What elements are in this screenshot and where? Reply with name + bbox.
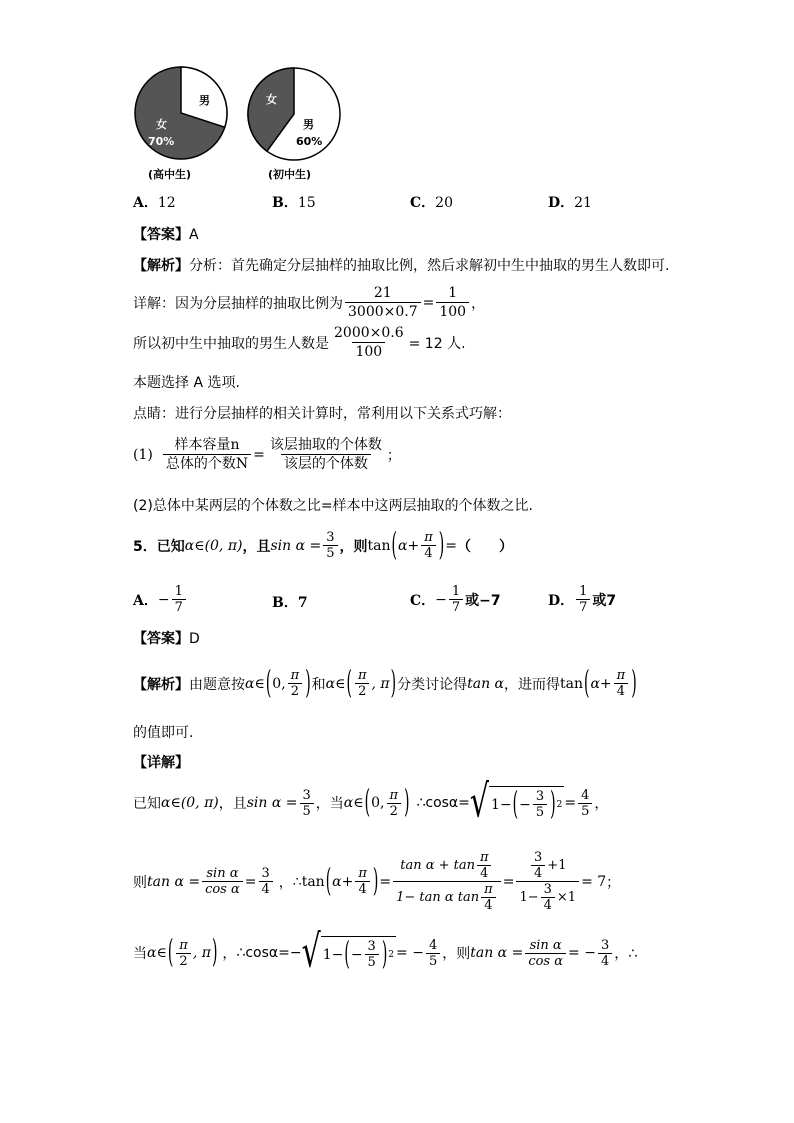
pie-right-female-label: 女 [266,93,277,106]
q5-detail-line-3: 当 α∈ ( $\frac{\pi}{2}$ , π ) ， ∴cosα=− √ 1− ( − $\frac{3}{5}$ ) 2 = − $\frac{4}{5}$ ，则 tan α = $\frac{\text{sin α}}{\text{cos α}}$ = − $\frac{3}{4}$ ，∴ [133,926,638,979]
q5-option-d: D． $\frac{1}{7}$ 或7 [548,584,617,615]
q5-option-c: C． − $\frac{1}{7}$ 或−7 [410,584,501,615]
pie-left-female-pct: 70% [148,135,175,148]
q4-option-b: B．15 [272,195,316,211]
q4-option-d: D．21 [548,195,592,211]
q5-detail-line-2: 则 tan α = $\frac{\text{sin α}}{\text{cos α}}$ = $\frac{3}{4}$ ， ∴tan ( α+ $\frac{\pi}{4}$ ) = tan α + tan $\frac{\pi}{4}$ 1− tan α tan $\frac{\pi}{4}$ = $\frac{3}{4}$ +1 1− $\frac{3}{4}$ ×1 = 7 ； [133,850,621,913]
q5-analysis: 【解析】 由题意按 α∈ ( 0, $\frac{\pi}{2}$ ) 和 α∈ ( $\frac{\pi}{2}$ , π ) 分类讨论得 tan α ，进而得 tan ( α+ $\frac{\pi}{4}$ ) [133,665,637,702]
pie-left-caption: (高中生) [148,168,192,181]
pie-left-male-label: 男 [199,94,210,107]
q5-detail-tag: 【详解】 [133,755,189,771]
pie-right-caption: (初中生) [268,168,312,181]
q5-option-b: B．7 [272,595,308,611]
q4-detail-count: 所以初中生中抽取的男生人数是 $\frac{2000\times 0.6}{100}$ = 12 人. [133,325,466,360]
q4-tip-formula-1: (1) $\frac{\text{样本容量n}}{\text{总体的个数N}}$ = $\frac{\text{该层抽取的个体数}}{\text{该层的个体数}}$ ； [133,437,401,472]
q4-analysis: 【解析】分析：首先确定分层抽样的抽取比例，然后求解初中生中抽取的男生人数即可. [133,258,670,274]
q4-answer: 【答案】A [133,227,199,243]
pie-charts [128,66,348,186]
q5-answer: 【答案】D [133,631,200,647]
q4-tip: 点睛：进行分层抽样的相关计算时，常利用以下关系式巧解： [133,406,511,422]
pie-left-female-label: 女 [156,118,167,131]
q5-stem: 5．已知 α∈(0, π) ，且 sin α = $\frac{3}{5}$ ，则 tan ( α+ $\frac{\pi}{4}$ ) = （ ） [133,527,513,564]
q5-option-a: A． − $\frac{1}{7}$ [133,584,188,615]
q4-option-c: C．20 [410,195,453,211]
q5-analysis-end: 的值即可. [133,725,194,741]
q4-choose: 本题选择 A 选项. [133,375,240,391]
pie-right-male-label: 男 [303,118,314,131]
pie-right-male-pct: 60% [296,135,323,148]
q4-option-a: A．12 [133,195,176,211]
q5-detail-line-1: 已知 α∈(0, π) ，且 sin α = $\frac{3}{5}$ ，当 α∈ ( 0, $\frac{\pi}{2}$ ) ∴cosα= √ 1− ( − $\frac{3}{5}$ ) 2 = $\frac{4}{5}$ ， [133,776,609,829]
q4-detail-ratio: 详解：因为分层抽样的抽取比例为 $\frac{21}{3000\times 0.7}$ = $\frac{1}{100}$ ， [133,285,486,320]
q4-tip-2: (2)总体中某两层的个体数之比=样本中这两层抽取的个体数之比. [133,498,534,514]
